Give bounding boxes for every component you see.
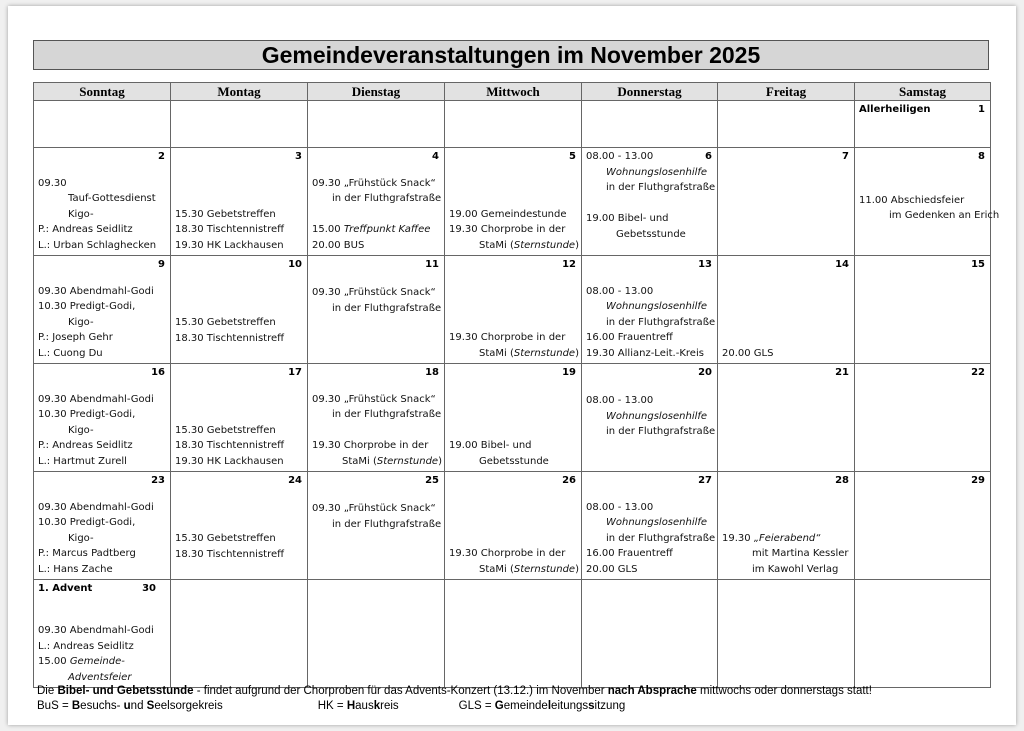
day-cell-21 <box>718 364 855 472</box>
event-text: StaMi ( <box>479 239 514 251</box>
weekday-header-row <box>34 83 991 101</box>
event-line: P.: Andreas Seidlitz <box>38 224 133 235</box>
event-line: Adventsfeier <box>68 671 132 683</box>
day-number: 10 <box>288 259 302 270</box>
day-number: 13 <box>698 259 712 270</box>
day-events <box>38 623 168 685</box>
footer-text: mittwochs oder donnerstags statt! <box>696 685 872 697</box>
abbr-rest: itzung <box>594 699 626 712</box>
weekday-sunday: Sonntag <box>34 83 171 101</box>
event-line: L.: Hartmut Zurell <box>38 455 127 467</box>
weekday-thursday: Donnerstag <box>582 83 718 101</box>
event-line: Kigo- <box>68 532 94 544</box>
weekday-tuesday: Dienstag <box>308 83 445 101</box>
event-line <box>312 207 442 223</box>
day-events <box>586 500 715 578</box>
day-number: 25 <box>425 475 439 486</box>
event-line: Wohnungslosenhilfe <box>606 166 708 178</box>
day-cell-17 <box>171 364 308 472</box>
event-time: 15.00 <box>38 656 70 667</box>
empty-day-cell <box>582 580 718 688</box>
event-line: 08.00 - 13.00 <box>586 151 654 162</box>
event-title: Gemeinde- <box>69 656 125 667</box>
week-row <box>34 256 991 364</box>
day-number: 5 <box>569 151 576 162</box>
event-line: 19.00 Bibel- und <box>586 213 669 224</box>
day-number: 11 <box>425 259 439 270</box>
day-number: 23 <box>151 475 165 486</box>
abbr-eq: = <box>58 699 72 712</box>
day-number: 30 <box>142 583 156 594</box>
event-line: 09.30 Abendmahl-Godi <box>38 625 154 636</box>
event-text: ) <box>438 455 442 467</box>
event-line: 19.30 Chorprobe in der <box>449 224 566 235</box>
day-number: 29 <box>971 475 985 486</box>
event-line <box>859 177 988 193</box>
event-line: L.: Andreas Seidlitz <box>38 640 134 652</box>
weekday-monday: Montag <box>171 83 308 101</box>
event-line: 08.00 - 13.00 <box>586 395 654 406</box>
day-cell-27 <box>582 472 718 580</box>
empty-day-cell <box>855 580 991 688</box>
day-number: 28 <box>835 475 849 486</box>
abbr-eq: = <box>481 699 495 712</box>
abbr-bus <box>37 700 223 712</box>
day-number: 1 <box>978 104 985 115</box>
event-line: 15.30 Gebetstreffen <box>175 317 276 328</box>
event-line <box>312 423 442 439</box>
week-row <box>34 364 991 472</box>
day-events <box>38 176 168 254</box>
day-number: 12 <box>562 259 576 270</box>
footer-notes <box>37 684 872 713</box>
abbr-rest: esuchs- <box>80 699 124 712</box>
abbr-letter: G <box>494 699 504 712</box>
day-events <box>586 393 715 440</box>
footer-bold: Bibel- und Gebetsstunde <box>57 685 194 697</box>
day-number: 24 <box>288 475 302 486</box>
event-text: ) <box>575 239 579 251</box>
abbr-letter: k <box>373 699 381 712</box>
week-row <box>34 472 991 580</box>
event-line: im Kawohl Verlag <box>752 563 839 575</box>
event-line: Gebetsstunde <box>479 455 549 467</box>
day-number: 22 <box>971 367 985 378</box>
empty-day-cell <box>718 101 855 148</box>
event-line: 10.30 Predigt-Godi, <box>38 301 136 312</box>
day-cell-3 <box>171 148 308 256</box>
event-line: 15.30 Gebetstreffen <box>175 424 276 436</box>
event-line <box>586 196 715 212</box>
day-events <box>722 531 852 578</box>
day-number: 21 <box>835 367 849 378</box>
event-line: mit Martina Kessler <box>752 548 849 559</box>
day-number: 4 <box>432 151 439 162</box>
event-text: ) <box>575 347 579 359</box>
abbr-rest: nd <box>130 699 147 712</box>
abbr-letter: s <box>588 699 595 712</box>
empty-day-cell <box>308 101 445 148</box>
weekday-saturday: Samstag <box>855 83 991 101</box>
event-line <box>312 454 442 470</box>
event-line: in der Fluthgrafstraße <box>606 316 716 328</box>
day-cell-26 <box>445 472 582 580</box>
day-cell-8 <box>855 148 1000 256</box>
event-line: in der Fluthgrafstraße <box>332 518 442 530</box>
day-cell-15 <box>855 256 991 364</box>
day-number: 19 <box>562 367 576 378</box>
abbr-rest: aus <box>355 699 374 712</box>
event-line: in der Fluthgrafstraße <box>606 532 716 544</box>
event-line: in der Fluthgrafstraße <box>332 409 442 420</box>
abbr: BuS <box>37 699 59 712</box>
abbr-rest: eitungs <box>551 699 589 712</box>
event-text: StaMi ( <box>342 455 377 467</box>
day-cell-10 <box>171 256 308 364</box>
event-line: 11.00 Abschiedsfeier <box>859 194 965 206</box>
event-title: Sternstunde <box>513 239 576 251</box>
day-cell-29 <box>855 472 991 580</box>
event-line: 20.00 GLS <box>722 347 774 359</box>
event-line: 18.30 Tischtennistreff <box>175 548 285 560</box>
event-line <box>722 531 852 547</box>
event-line: 18.30 Tischtennistreff <box>175 332 285 344</box>
day-number: 8 <box>978 151 985 162</box>
event-line: 16.00 Frauentreff <box>586 548 673 559</box>
day-cell-4 <box>308 148 445 256</box>
event-line: 15.30 Gebetstreffen <box>175 208 276 220</box>
event-line: 15.30 Gebetstreffen <box>175 533 276 544</box>
day-number: 2 <box>158 151 165 162</box>
event-line: 19.30 HK Lackhausen <box>175 239 284 251</box>
empty-day-cell <box>171 580 308 688</box>
event-line: 09.30 „Frühstück Snack“ <box>312 503 436 514</box>
event-line: 20.00 BUS <box>312 239 365 251</box>
event-line <box>38 654 168 670</box>
weekday-wednesday: Mittwoch <box>445 83 582 101</box>
day-number: 18 <box>425 367 439 378</box>
event-line: Tauf-Gottesdienst <box>68 193 156 204</box>
event-line: in der Fluthgrafstraße <box>606 182 716 193</box>
day-number: 3 <box>295 151 302 162</box>
day-events <box>175 207 305 254</box>
abbr-letter: l <box>547 699 552 712</box>
day-cell-18 <box>308 364 445 472</box>
empty-day-cell <box>308 580 445 688</box>
event-line <box>449 562 579 578</box>
event-line: Kigo- <box>68 424 94 436</box>
holiday-label: Allerheiligen <box>859 104 931 115</box>
day-cell-12 <box>445 256 582 364</box>
abbr-gls <box>459 700 626 712</box>
empty-day-cell <box>171 101 308 148</box>
event-line: 19.30 HK Lackhausen <box>175 455 284 467</box>
event-line: 19.00 Gemeindestunde <box>449 208 567 220</box>
day-cell-20 <box>582 364 718 472</box>
day-number: 26 <box>562 475 576 486</box>
event-line: 08.00 - 13.00 <box>586 285 654 297</box>
event-line: 18.30 Tischtennistreff <box>175 440 285 451</box>
event-line <box>449 346 579 362</box>
day-events <box>312 176 442 254</box>
event-line: 09.30 Abendmahl-Godi <box>38 285 154 297</box>
day-number: 15 <box>971 259 985 270</box>
event-line: 19.30 Chorprobe in der <box>449 548 566 559</box>
day-cell-14 <box>718 256 855 364</box>
day-number: 17 <box>288 367 302 378</box>
event-time: 19.30 <box>722 532 754 544</box>
empty-day-cell <box>445 101 582 148</box>
day-cell-25 <box>308 472 445 580</box>
event-title: Sternstunde <box>376 455 439 467</box>
day-number: 6 <box>705 151 712 162</box>
abbr-letter: S <box>146 699 155 712</box>
event-line: Wohnungslosenhilfe <box>606 301 708 312</box>
weekday-friday: Freitag <box>718 83 855 101</box>
day-cell-2 <box>34 148 171 256</box>
event-line: in der Fluthgrafstraße <box>332 302 442 314</box>
day-events <box>449 546 579 577</box>
event-line: 09.30 Abendmahl-Godi <box>38 501 154 513</box>
event-line: Wohnungslosenhilfe <box>606 517 708 528</box>
abbr-eq: = <box>333 699 347 712</box>
event-line: in der Fluthgrafstraße <box>606 426 716 437</box>
day-cell-23 <box>34 472 171 580</box>
event-line: Kigo- <box>68 208 94 220</box>
event-line: 19.30 Chorprobe in der <box>449 332 566 343</box>
day-events <box>859 177 1000 224</box>
event-time: 15.00 <box>312 224 344 235</box>
event-line: 18.30 Tischtennistreff <box>175 224 285 235</box>
event-line: 09.30 „Frühstück Snack“ <box>312 393 436 405</box>
day-number: 16 <box>151 367 165 378</box>
day-cell-16 <box>34 364 171 472</box>
day-events <box>175 423 305 470</box>
abbr-rest: reis <box>380 699 399 712</box>
day-events <box>175 315 305 346</box>
calendar-table <box>33 82 1000 688</box>
event-line: Wohnungslosenhilfe <box>606 410 708 422</box>
day-cell-28 <box>718 472 855 580</box>
event-line: im Gedenken an Erich <box>889 210 1000 221</box>
abbr-letter: H <box>346 699 356 712</box>
event-line: 09.30 „Frühstück Snack“ <box>312 177 436 189</box>
footer-bold: nach Absprache <box>607 685 697 697</box>
day-cell-6 <box>582 148 718 256</box>
day-number: 9 <box>158 259 165 270</box>
event-line: P.: Andreas Seidlitz <box>38 440 133 451</box>
day-cell-13 <box>582 256 718 364</box>
week-row <box>34 148 991 256</box>
day-cell-5 <box>445 148 582 256</box>
day-events <box>312 285 442 316</box>
event-line: in der Fluthgrafstraße <box>332 193 442 204</box>
day-number: 7 <box>842 151 849 162</box>
event-line: 19.30 Allianz-Leit.-Kreis <box>586 347 704 359</box>
day-events <box>38 284 168 362</box>
abbr-letter: u <box>123 699 131 712</box>
event-line: 19.00 Bibel- und <box>449 440 532 451</box>
event-line: 19.30 Chorprobe in der <box>312 440 429 451</box>
event-line: L.: Cuong Du <box>38 347 103 359</box>
day-number: 27 <box>698 475 712 486</box>
day-events <box>449 330 579 361</box>
abbr-rest: eelsorgekreis <box>154 699 223 712</box>
week-row <box>34 580 991 688</box>
day-events <box>722 346 852 362</box>
footer-text: - findet aufgrund der Chorproben für das Advents-Konzert (13.12.) im November <box>193 685 608 697</box>
event-line: 10.30 Predigt-Godi, <box>38 517 136 528</box>
event-line: P.: Marcus Padtberg <box>38 548 136 559</box>
day-cell-11 <box>308 256 445 364</box>
event-line: 10.30 Predigt-Godi, <box>38 409 136 420</box>
event-line: Gebetsstunde <box>616 228 686 240</box>
footer-abbreviations <box>37 699 872 714</box>
day-events <box>449 207 579 254</box>
day-cell-19 <box>445 364 582 472</box>
event-line: 09.30 Abendmahl-Godi <box>38 393 154 405</box>
holiday-label: 1. Advent <box>38 583 93 594</box>
event-line: L.: Hans Zache <box>38 563 113 575</box>
event-line: P.: Joseph Gehr <box>38 332 113 343</box>
day-events <box>175 531 305 562</box>
abbr: GLS <box>458 699 482 712</box>
day-events <box>38 392 168 470</box>
event-text: ) <box>575 563 579 575</box>
page-title: Gemeindeveranstaltungen im November 2025 <box>33 40 989 70</box>
abbr-rest: emeinde <box>503 699 548 712</box>
day-number: 14 <box>835 259 849 270</box>
event-line: Kigo- <box>68 316 94 328</box>
event-line <box>449 238 579 254</box>
footer-note-bible-study <box>37 684 872 699</box>
day-events <box>312 501 442 532</box>
empty-day-cell <box>34 101 171 148</box>
event-line: L.: Urban Schlaghecken <box>38 239 157 251</box>
event-line: 09.30 „Frühstück Snack“ <box>312 287 436 298</box>
event-line: 09.30 <box>38 177 67 189</box>
event-line: 20.00 GLS <box>586 563 638 575</box>
day-events <box>312 392 442 470</box>
footer-text: Die <box>37 685 58 697</box>
event-title: Sternstunde <box>513 347 576 359</box>
abbr-hk <box>318 700 399 712</box>
day-cell-22 <box>855 364 991 472</box>
event-line: 16.00 Frauentreff <box>586 332 673 343</box>
event-line: 08.00 - 13.00 <box>586 501 654 513</box>
event-title: Treffpunkt Kaffee <box>343 224 431 235</box>
week-row <box>34 101 991 148</box>
empty-day-cell <box>445 580 582 688</box>
day-cell-1 <box>855 101 991 148</box>
day-cell-30 <box>34 580 171 688</box>
day-cell-24 <box>171 472 308 580</box>
event-title: „Feierabend“ <box>753 532 821 544</box>
empty-day-cell <box>718 580 855 688</box>
day-events <box>38 500 168 578</box>
abbr-letter: B <box>71 699 81 712</box>
event-text: StaMi ( <box>479 347 514 359</box>
event-line <box>312 222 442 238</box>
abbr: HK <box>317 699 334 712</box>
day-cell-7 <box>718 148 855 256</box>
day-events <box>449 438 579 469</box>
day-number: 20 <box>698 367 712 378</box>
day-cell-9 <box>34 256 171 364</box>
event-text: StaMi ( <box>479 563 514 575</box>
day-events <box>586 149 715 242</box>
day-events <box>586 284 715 362</box>
empty-day-cell <box>582 101 718 148</box>
event-title: Sternstunde <box>513 563 576 575</box>
